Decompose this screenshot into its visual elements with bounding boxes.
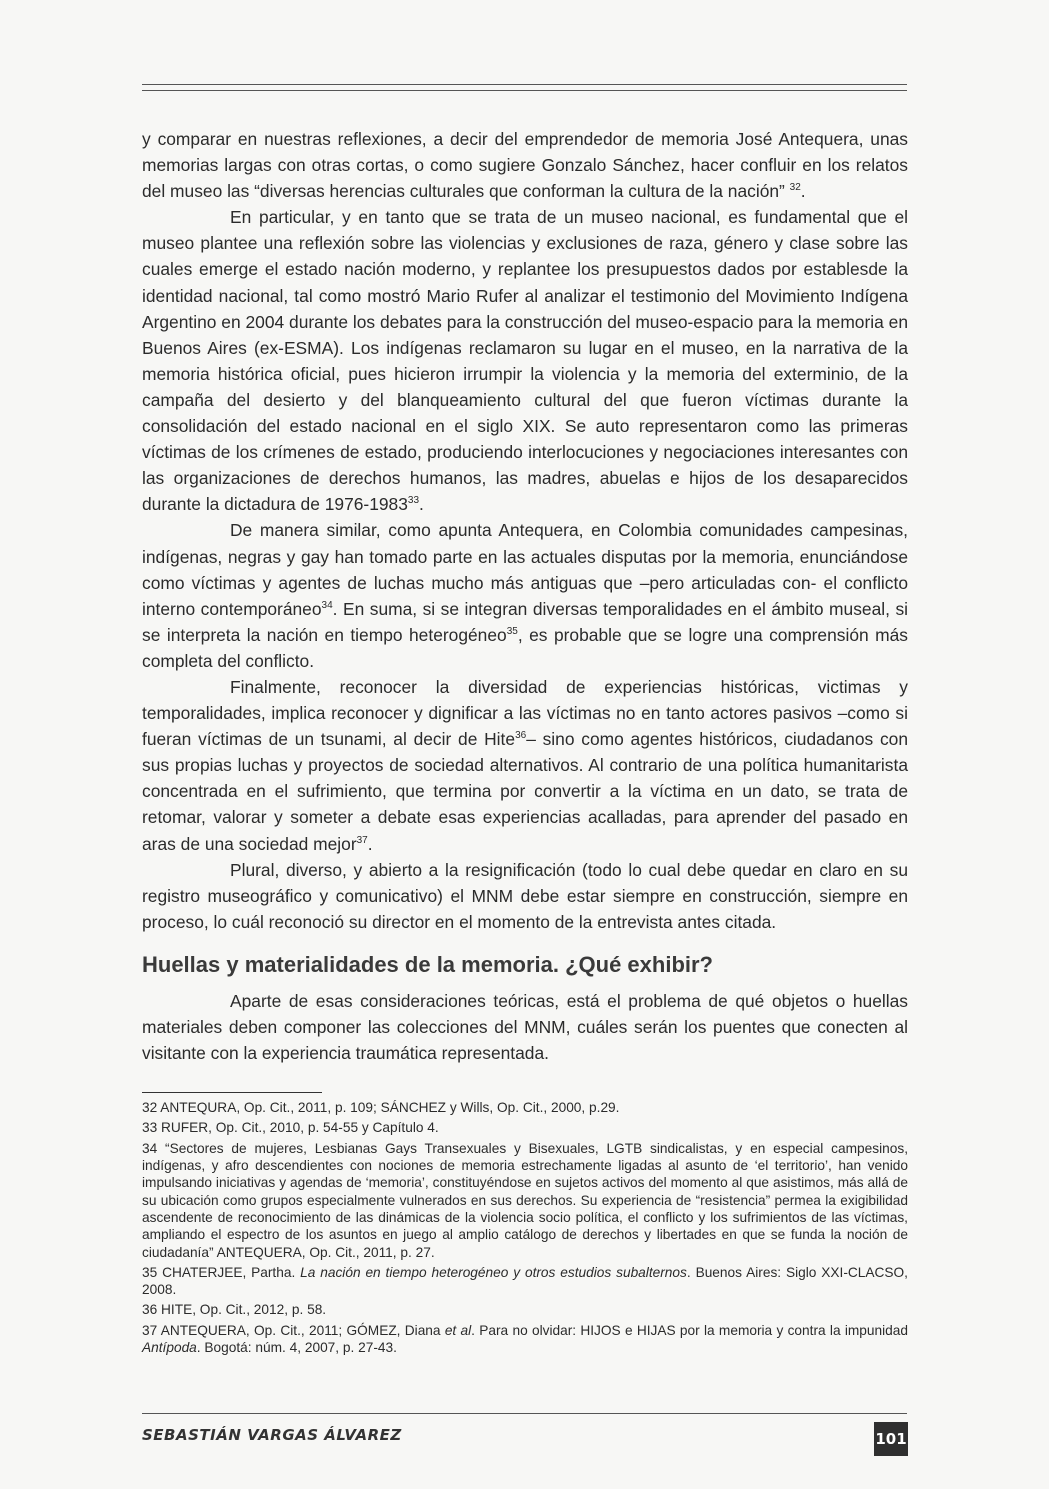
section-paragraph: Aparte de esas consideraciones teóricas, está el problema de qué objetos o huellas materiales deben componer las colecciones del MNM, cuáles serán los puentes que conecten al visitante con la experiencia traumática representada. — [142, 990, 908, 1064]
paragraph-2: En particular, y en tanto que se trata de un museo nacional, es fundamental que el museo plantee una reflexión sobre las violencias y exclusiones de raza, género y clase sobre las cuales emerge el estado nación moderno, y replantee los presupuestos dados por establesde la identidad nacional, tal como mostró Mario Rufer al analizar el testimonio del Movimiento Indígena Argentino en 2004 durante los debates para la construcción del museo-espacio para la memoria en Buenos Aires (ex-ESMA). Los indígenas reclamaron su lugar en el museo, en la narrativa de la memoria histórica oficial, pues hicieron irrumpir la violencia y la memoria del exterminio, de la campaña del desierto y del blanqueamiento cultural del que fueron víctimas durante la consolidación del estado nacional en el siglo XIX. Se auto representaron como las primeras víctimas de los crímenes de estado, produciendo interlocuciones y negociaciones interesantes con las organizaciones de derechos humanos, las madres, abuelas e hijos de los desaparecidos durante la dictadura de 1976-1983$^{33}$. — [142, 207, 908, 515]
footnote-32: 32 ANTEQURA, Op. Cit., 2011, p. 109; SÁNCHEZ y Wills, Op. Cit., 2000, p.29. — [142, 1100, 620, 1116]
footnote-ref-32[interactable]: 32 — [789, 182, 801, 194]
footnote-ref-36[interactable]: 36 — [515, 730, 527, 742]
footnote-separator — [142, 1092, 322, 1093]
footnotes — [142, 1099, 908, 1356]
footer-rule — [142, 1413, 907, 1414]
paragraph-4: Finalmente, reconocer la diversidad de experiencias históricas, victimas y temporalidades, implica reconocer y dignificar a las víctimas no en tanto actores pasivos –como si fueran víctimas de un tsunami, al decir de Hite$^{36}$– sino como agentes históricos, ciudadanos con sus propias luchas y proyectos de sociedad alternativos. Al contrario de una política humanitarista concentrada en el sufrimiento, que termina por convertir a la víctima en un dato, se trata de retomar, valorar y someter a debate esas experiencias acalladas, para aprender del pasado en aras de una sociedad mejor$^{37}$. — [142, 676, 908, 854]
paragraph-5: Plural, diverso, y abierto a la resignificación (todo lo cual debe quedar en claro en su registro museográfico y comunicativo) el MNM debe estar siempre en construcción, siempre en proceso, lo cuál reconoció su director en el momento de la entrevista antes citada. — [142, 859, 908, 932]
header-rule — [142, 84, 907, 91]
footnote-ref-35[interactable]: 35 — [506, 625, 518, 637]
footnote-ref-37[interactable]: 37 — [356, 834, 368, 846]
footnote-34: 34 “Sectores de mujeres, Lesbianas Gays Transexuales y Bisexuales, LGTB sindicalistas, y en especial campesinos, indígenas, y afro descendientes con nociones de memoria estrechamente ligadas al asunto de ‘el territorio’, han venido impulsando iniciativas y agendas de ‘memoria’, constituyéndose en sujetos activos del momento al que asistimos, más allá de su ubicación como grupos especialmente vulnerados en sus derechos. Su experiencia de “resistencia” permea la exigibilidad ascendente de reconocimiento de las dinámicas de la violencia socio política, el conflicto y los sufrimientos de las víctimas, ampliando el espectro de los asuntos en juego al amplio catálogo de derechos y libertades en que se funda la noción de ciudadanía” ANTEQUERA, Op. Cit., 2011, p. 27. — [142, 1140, 908, 1260]
body-text — [142, 126, 908, 935]
footnote-35: 35 CHATERJEE, Partha. La nación en tiempo heterogéneo y otros estudios subalternos. Buenos Aires: Siglo XXI-CLACSO, 2008. — [142, 1264, 908, 1298]
footer-author: SEBASTIÁN VARGAS ÁLVAREZ — [142, 1426, 402, 1444]
section-heading: Huellas y materialidades de la memoria. ¿Qué exhibir? — [142, 951, 713, 977]
section-body — [142, 988, 908, 1066]
paragraph-3: De manera similar, como apunta Antequera, en Colombia comunidades campesinas, indígenas, negras y gay han tomado parte en las actuales disputas por la memoria, enunciándose como víctimas y agentes de luchas mucho más antiguas que –pero articuladas con- el conflicto interno contemporáneo$^{34}$. En suma, si se integran diversas temporalidades en el ámbito museal, si se interpreta la nación en tiempo heterogéneo$^{35}$, es probable que se logre una comprensión más completa del conflicto. — [142, 520, 909, 671]
footnote-33: 33 RUFER, Op. Cit., 2010, p. 54-55 y Capítulo 4. — [142, 1120, 439, 1136]
footnote-37: 37 ANTEQUERA, Op. Cit., 2011; GÓMEZ, Diana et al. Para no olvidar: HIJOS e HIJAS por la memoria y contra la impunidad Antípoda. Bogotá: núm. 4, 2007, p. 27-43. — [142, 1322, 908, 1356]
paragraph-1: y comparar en nuestras reflexiones, a decir del emprendedor de memoria José Antequera, unas memorias largas con otras cortas, o como sugiere Gonzalo Sánchez, hacer confluir en los relatos del museo las “diversas herencias culturales que conforman la cultura de la nación” $^{32}$. — [142, 129, 908, 202]
footnote-ref-33[interactable]: 33 — [407, 495, 420, 507]
page-number: 101 — [874, 1422, 908, 1456]
footnote-ref-34[interactable]: 34 — [321, 599, 333, 611]
footnote-36: 36 HITE, Op. Cit., 2012, p. 58. — [142, 1302, 327, 1318]
page-content — [142, 126, 908, 1359]
